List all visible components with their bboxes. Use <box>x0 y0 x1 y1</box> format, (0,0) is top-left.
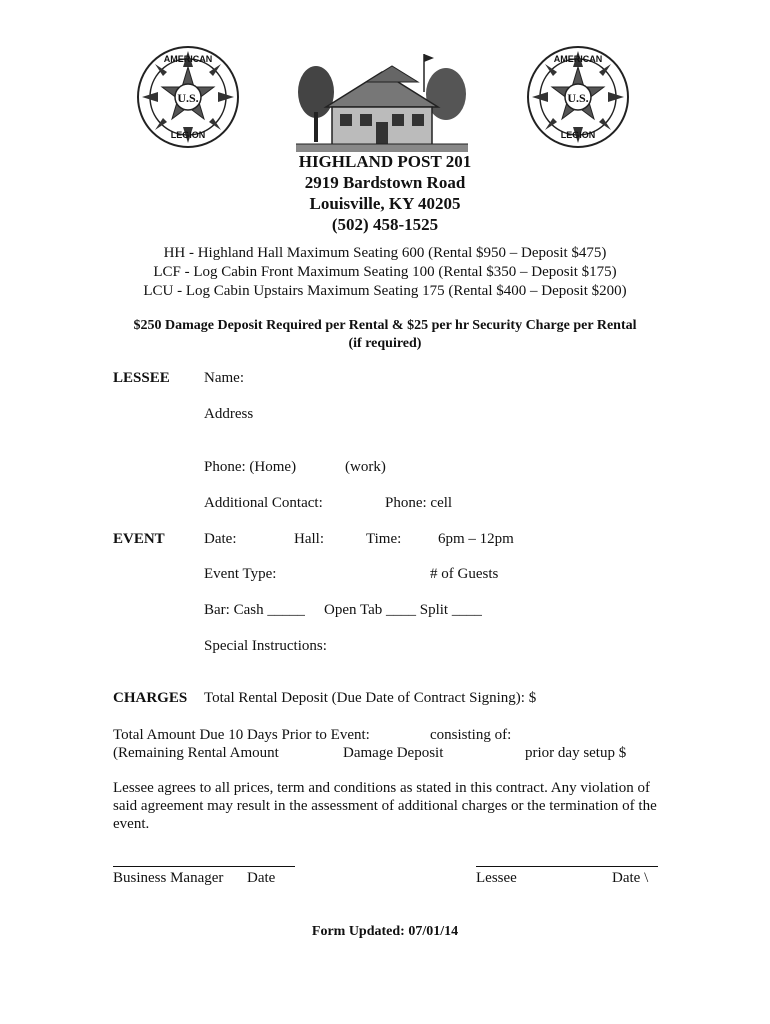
svg-text:LEGION: LEGION <box>170 130 206 140</box>
remaining-rental-label: (Remaining Rental Amount <box>113 745 279 761</box>
agreement-line-2: said agreement may result in the assessment of additional charges or the termination of the <box>113 798 657 814</box>
lessee-address-label: Address <box>204 406 254 422</box>
lessee-date-label: Date \ <box>612 870 649 886</box>
phone-home-label: Phone: (Home) <box>204 459 297 475</box>
phone-work-label: (work) <box>345 459 386 475</box>
highland-hall-building-image <box>296 52 468 152</box>
street-address: 2919 Bardstown Road <box>304 173 466 192</box>
phone-number: (502) 458-1525 <box>331 215 439 234</box>
additional-contact-label: Additional Contact: <box>204 495 323 511</box>
total-rental-deposit-label: Total Rental Deposit (Due Date of Contract Signing): $ <box>204 690 537 706</box>
org-name: HIGHLAND POST 201 <box>298 152 472 171</box>
prior-day-setup-label: prior day setup $ <box>525 745 627 761</box>
total-amount-due-label: Total Amount Due 10 Days Prior to Event: <box>113 727 370 743</box>
deposit-notice-note: (if required) <box>348 336 422 351</box>
agreement-line-3: event. <box>113 816 150 832</box>
charges-section-label: CHARGES <box>113 690 188 706</box>
lessee-section-label: LESSEE <box>113 370 170 386</box>
event-type-label: Event Type: <box>204 566 277 582</box>
event-time-value: 6pm – 12pm <box>438 531 514 547</box>
city-state-zip: Louisville, KY 40205 <box>309 194 461 213</box>
lessee-signature-line <box>476 866 658 867</box>
hall-line-lcf: LCF - Log Cabin Front Maximum Seating 100 (Rental $350 – Deposit $175) <box>153 264 617 280</box>
phone-cell-label: Phone: cell <box>385 495 453 511</box>
hall-line-lcu: LCU - Log Cabin Upstairs Maximum Seating 175 (Rental $400 – Deposit $200) <box>143 283 627 299</box>
bar-cash-label: Bar: Cash _____ <box>204 602 305 618</box>
event-section-label: EVENT <box>113 531 165 547</box>
manager-signature-line <box>113 866 295 867</box>
hall-line-hh: HH - Highland Hall Maximum Seating 600 (Rental $950 – Deposit $475) <box>163 245 607 261</box>
open-tab-split-label: Open Tab ____ Split ____ <box>324 602 482 618</box>
form-updated-date: Form Updated: 07/01/14 <box>311 924 459 939</box>
damage-deposit-label: Damage Deposit <box>343 745 444 761</box>
special-instructions-label: Special Instructions: <box>204 638 327 654</box>
american-legion-emblem-left <box>136 45 240 149</box>
lessee-signature-label: Lessee <box>476 870 517 886</box>
svg-text:AMERICAN: AMERICAN <box>163 54 213 64</box>
svg-text:LEGION: LEGION <box>560 130 596 140</box>
svg-text:U.S.: U.S. <box>567 91 589 105</box>
american-legion-emblem-right <box>526 45 630 149</box>
lessee-name-label: Name: <box>204 370 244 386</box>
guests-label: # of Guests <box>430 566 499 582</box>
event-date-label: Date: <box>204 531 237 547</box>
consisting-of-label: consisting of: <box>430 727 512 743</box>
agreement-line-1: Lessee agrees to all prices, term and conditions as stated in this contract. Any violation of <box>113 780 650 796</box>
business-manager-label: Business Manager <box>113 870 224 886</box>
svg-text:AMERICAN: AMERICAN <box>553 54 603 64</box>
manager-date-label: Date <box>247 870 276 886</box>
deposit-notice: $250 Damage Deposit Required per Rental & $25 per hr Security Charge per Rental <box>133 318 637 333</box>
event-time-label: Time: <box>366 531 402 547</box>
svg-text:U.S.: U.S. <box>177 91 199 105</box>
event-hall-label: Hall: <box>294 531 324 547</box>
